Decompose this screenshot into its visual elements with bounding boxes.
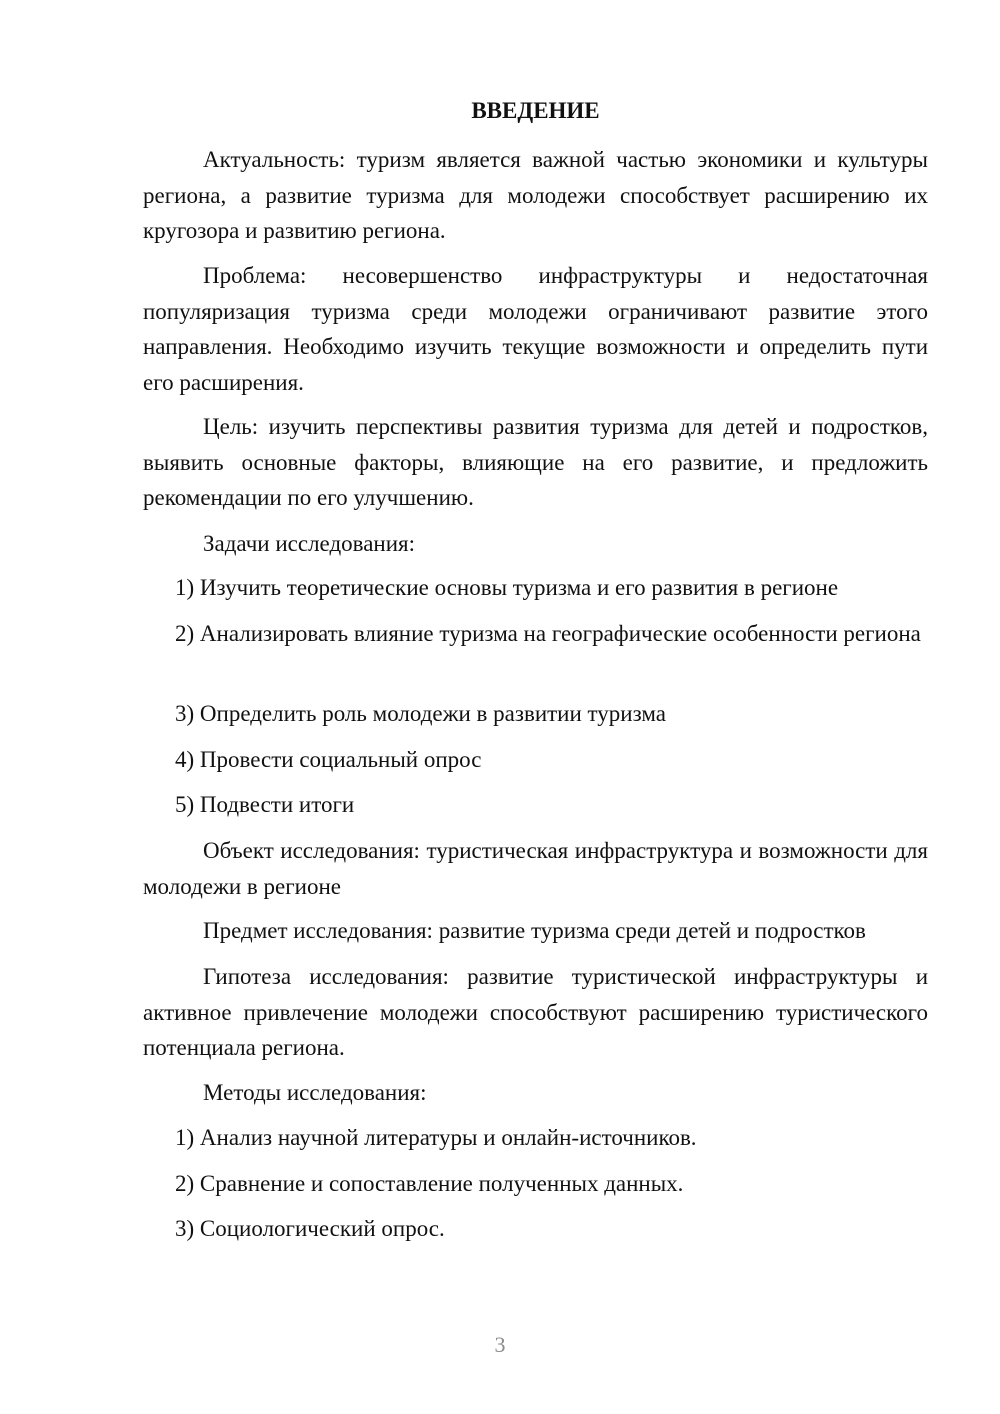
task-item: 1) Изучить теоретические основы туризма и его развития в регионе — [175, 575, 839, 600]
method-item: 2) Сравнение и сопоставление полученных данных. — [175, 1171, 684, 1196]
task-item: 5) Подвести итоги — [175, 792, 355, 817]
method-item: 1) Анализ научной литературы и онлайн-источников. — [175, 1125, 697, 1150]
task-item: 2) Анализировать влияние туризма на географические особенности региона — [175, 621, 921, 646]
goal-paragraph: Цель: изучить перспективы развития туризма для детей и подростков, выявить основные факторы, влияющие на его развитие, и предложить рекомендации по его улучшению. — [143, 414, 928, 510]
task-item: 4) Провести социальный опрос — [175, 747, 482, 772]
page-title: ВВЕДЕНИЕ — [471, 98, 600, 123]
methods-heading: Методы исследования: — [203, 1080, 427, 1105]
task-item: 3) Определить роль молодежи в развитии туризма — [175, 701, 666, 726]
subject-paragraph: Предмет исследования: развитие туризма среди детей и подростков — [203, 918, 866, 943]
tasks-heading: Задачи исследования: — [203, 531, 416, 556]
relevance-paragraph: Актуальность: туризм является важной частью экономики и культуры региона, а развитие туризма для молодежи способствует расширению их кругозора и развитию региона. — [143, 147, 928, 243]
problem-paragraph: Проблема: несовершенство инфраструктуры и недостаточная популяризация туризма среди молодежи ограничивают развитие этого направления. Необходимо изучить текущие возможности и определить пути его расширения. — [143, 263, 928, 395]
page-number: 3 — [494, 1332, 506, 1357]
object-paragraph: Объект исследования: туристическая инфраструктура и возможности для молодежи в регионе — [143, 838, 928, 899]
method-item: 3) Социологический опрос. — [175, 1216, 445, 1241]
hypothesis-paragraph: Гипотеза исследования: развитие туристической инфраструктуры и активное привлечение молодежи способствуют расширению туристического потенциала региона. — [143, 964, 928, 1060]
